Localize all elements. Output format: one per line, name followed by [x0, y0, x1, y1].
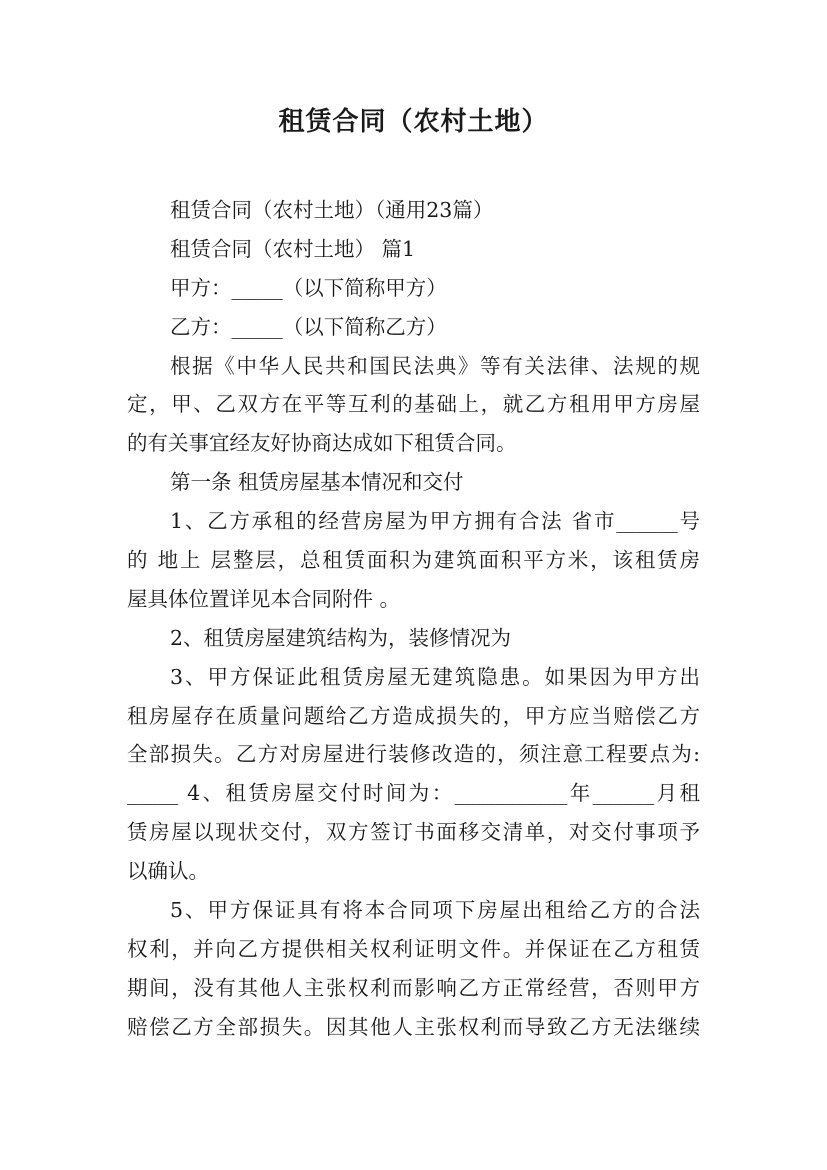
paragraph-line: 的 地上 层整层，总租赁面积为建筑面积平方米，该租赁房 — [127, 548, 700, 573]
paragraph-line: 的有关事宜经友好协商达成如下租赁合同。 — [127, 431, 517, 456]
paragraph-party-b — [127, 308, 700, 347]
paragraph-line: 租赁合同（农村土地）（通用23篇） — [170, 198, 494, 222]
paragraph-line: 全部损失。乙方对房屋进行装修改造的，须注意工程要点为: — [127, 742, 700, 767]
paragraph-line: 赔偿乙方全部损失。因其他人主张权利而导致乙方无法继续 — [127, 1014, 700, 1039]
paragraph-line: 租赁合同（农村土地） 篇1 — [170, 236, 416, 261]
paragraph-line: 租房屋存在质量问题给乙方造成损失的，甲方应当赔偿乙方 — [127, 703, 700, 728]
paragraph-line: 3、甲方保证此租赁房屋无建筑隐患。如果因为甲方出 — [170, 664, 700, 689]
paragraph-clause-5 — [127, 891, 700, 1047]
paragraph-line: 5、甲方保证具有将本合同项下房屋出租给乙方的合法 — [170, 898, 700, 923]
paragraph-line: 赁房屋以现状交付，双方签订书面移交清单，对交付事项予 — [127, 820, 700, 845]
document-title: 租赁合同（农村土地） — [278, 107, 549, 137]
paragraph-line: 乙方：_____（以下简称乙方） — [170, 314, 447, 339]
paragraph-line: 定，甲、乙双方在平等互利的基础上，就乙方租用甲方房屋 — [127, 392, 700, 417]
paragraph-line: 以确认。 — [127, 859, 209, 884]
paragraph-party-a — [127, 269, 700, 308]
paragraph-line: 期间，没有其他人主张权利而影响乙方正常经营，否则甲方 — [127, 975, 700, 1000]
document-body — [127, 191, 700, 1047]
paragraph-line: 1、乙方承租的经营房屋为甲方拥有合法 省市______号 — [170, 509, 700, 534]
paragraph-clause-2 — [127, 619, 700, 658]
paragraph-clause-1 — [127, 502, 700, 619]
paragraph-line: 屋具体位置详见本合同附件 。 — [127, 586, 401, 611]
paragraph-line: 权利，并向乙方提供相关权利证明文件。并保证在乙方租赁 — [127, 936, 700, 961]
paragraph-line: 2、租赁房屋建筑结构为，装修情况为 — [170, 625, 512, 650]
paragraph-subtitle — [127, 191, 700, 230]
paragraph-clause-3 — [127, 658, 700, 891]
paragraph-preamble — [127, 347, 700, 464]
paragraph-line: 根据《中华人民共和国民法典》等有关法律、法规的规 — [170, 353, 700, 378]
paragraph-line: 第一条 租赁房屋基本情况和交付 — [170, 470, 464, 495]
paragraph-article-1-heading — [127, 463, 700, 502]
paragraph-line: _____ 4、租赁房屋交付时间为：___________年______月租 — [127, 781, 700, 806]
paragraph-section-heading — [127, 230, 700, 269]
paragraph-line: 甲方：_____（以下简称甲方） — [170, 275, 447, 300]
